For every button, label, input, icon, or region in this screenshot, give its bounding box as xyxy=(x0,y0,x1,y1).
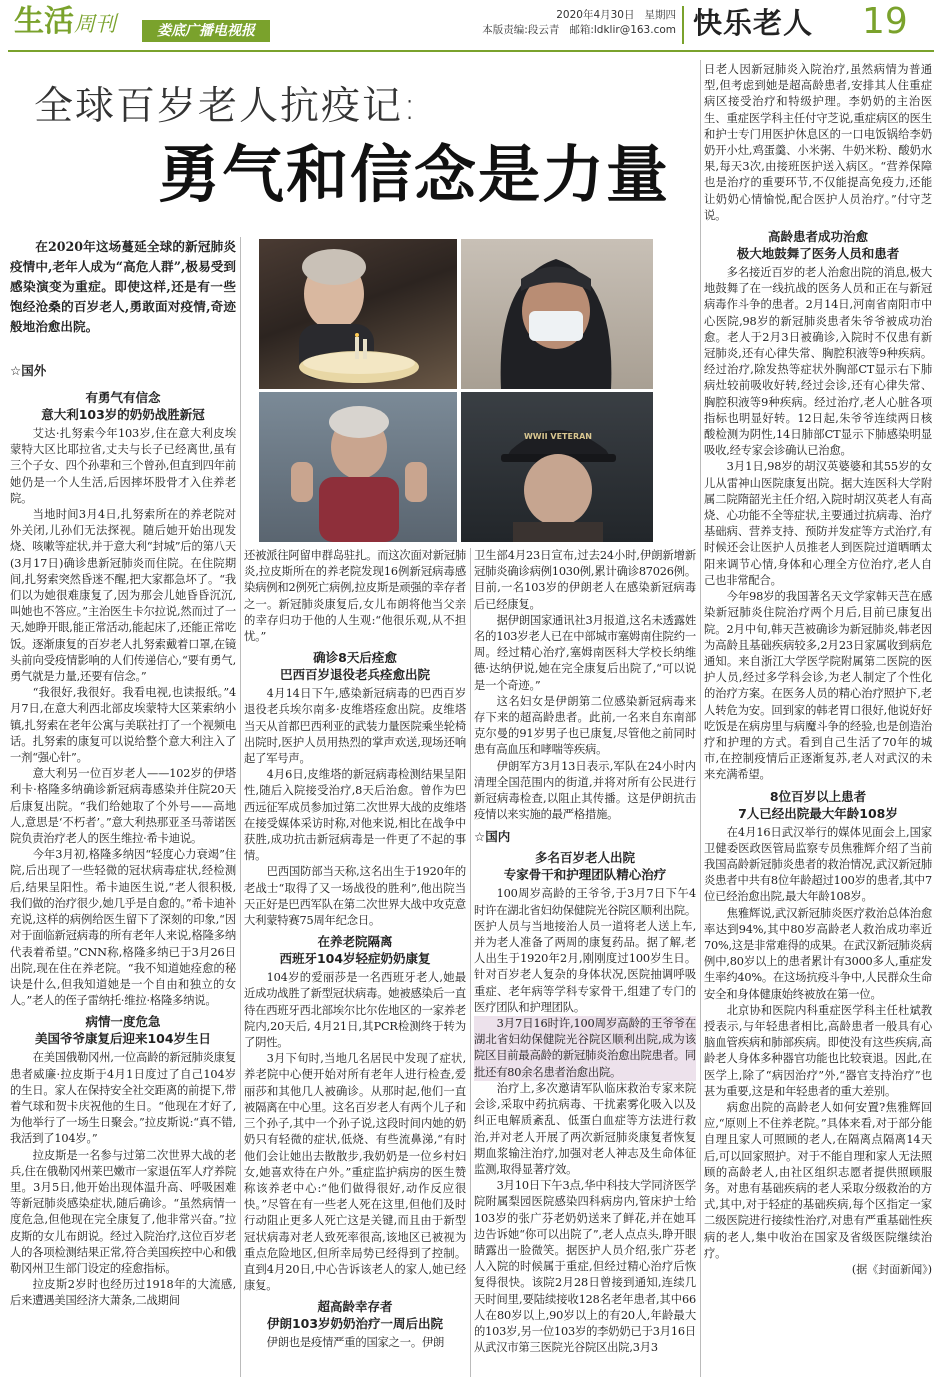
article-7-p1: 多名接近百岁的老人治愈出院的消息,极大地鼓舞了在一线抗战的医务人员和正在与新冠病毒作斗争的患者。2月14日,河南省南阳市中心医院,98岁的新冠肺炎患者朱爷爷被成功治愈。老人于2月3日被确诊,入院时不仅患有新冠肺炎,还有心律失常、胸腔积液等9种疾病。经过治疗,除发热等症状外胸部CT显示右下肺病灶较前吸收好转,经过会诊,还有心律失常、胸腔积液等9种疾病。经过治疗,老人心脏各项指标也明显好转。12日起,朱爷爷连续两日核酸检测为阴性,14日肺部CT显示下肺感染明显吸收,经专家会诊确认已治愈。 xyxy=(704,266,932,458)
column-rule-2 xyxy=(470,548,471,1377)
article-5-p5: 伊朗军方3月13日表示,军队在24小时内清理全国范围内的街道,并将对所有公民进行新冠病毒检查,以阻止其传播。这是伊朗抗击疫情以来实施的最严格措施。 xyxy=(474,759,696,822)
masthead-divider xyxy=(682,6,684,44)
intro-paragraph: 在2020年这场蔓延全球的新冠肺炎疫情中,老年人成为“高危人群”,极易受到感染演变为重症。即使这样,还是有一些饱经沧桑的百岁老人,勇敢面对疫情,奇迹般地治愈出院。 xyxy=(10,239,236,334)
email: 邮箱:ldklir@163.com xyxy=(569,24,676,36)
article-3-headline: 确诊8天后痊愈 巴西百岁退役老兵痊愈出院 xyxy=(279,650,430,683)
masthead xyxy=(0,0,942,56)
article-8-p2: 焦雅辉说,武汉新冠肺炎医疗救治总体治愈率达到94%,其中80岁高龄老人救治成功率近70%,这是非常难得的成果。在武汉新冠肺炎病例中,80岁以上的患者累计有3000多人,重症发生率约40%。在这场抗疫斗争中,人民群众生命安全和身体健康始终被放在第一位。 xyxy=(704,906,932,1001)
article-5-p1: 伊朗也是疫情严重的国家之一。伊朗 xyxy=(266,1336,445,1350)
photo-spanish-grandma xyxy=(259,392,457,542)
article-1-headline: 有勇气有信念 意大利103岁的奶奶战胜新冠 xyxy=(41,390,205,422)
column-1 xyxy=(10,357,236,1310)
article-8-headline: 8位百岁以上患者 7人已经出院最大年龄108岁 xyxy=(738,788,898,821)
article-5-p4: 这名妇女是伊朗第二位感染新冠病毒来存下来的超高龄患者。此前,一名来自东南部克尔曼的91岁男子也已康复,尽管他之前同时患有高血压和哮喘等疾病。 xyxy=(474,694,696,757)
issue-info xyxy=(470,8,676,38)
article-1-p1: 艾达·扎努索今年103岁,住在意大利皮埃蒙特大区比耶拉省,丈夫与长子已经离世,虽有三个子女、四个孙辈和三个曾孙,但直到四年前她仍是一个人生活,后因摔坏股骨才入住养老院。 xyxy=(10,427,236,505)
source-credit: (据《封面新闻》) xyxy=(851,1263,932,1277)
brand-logo xyxy=(14,4,116,42)
photo-italian-grandma-art xyxy=(259,239,457,389)
article-7-p2: 3月1日,98岁的胡汉英婆婆和其55岁的女儿从雷神山医院康复出院。据大连医科大学附属二院隋韶光主任介绍,入院时胡汉英老人有高烧、心功能不全等症状,主要通过抗病毒、治疗基础病、营养支持、预防并发症等方式治疗,有时候还会让医护人员推老人到医院过道晒晒太阳来调节心情,身体和心理全方位治疗,老人自己也非常配合。 xyxy=(704,460,932,587)
column-2 xyxy=(244,548,466,1352)
section-foreign: ☆国外 xyxy=(10,363,47,378)
article-4-p2: 3月下旬时,当地几名居民中发现了症状,养老院中心便开始对所有老年人进行检查,爱丽莎和其他几人被确诊。从那时起,他们一直被隔离在中心里。这名百岁老人有两个儿子和三个孙子,其中一个孙子说,这段时间内她的奶奶只有轻微的症状,低烧、有些流鼻涕,“有时他们会让她出去散散步,我奶奶是一位乡村妇女,她喜欢待在户外。”重症监护病房的医生赞称该养老中心:“他们做得很好,动作反应很快。”尽管在有一些老人死在这里,但他们及时行动阻止更多人死亡这是关键,而且由于新型冠状病毒对老人致死率很高,该地区已被视为重点危险地区,但所幸局势已经得到了控制。直到4月20日,中心告诉该老人的家人,她已经康复。 xyxy=(244,1052,466,1293)
article-7-headline: 高龄患者成功治愈 极大地鼓舞了医务人员和患者 xyxy=(736,229,900,262)
page-number: 19 xyxy=(862,1,908,42)
article-2-p1: 在美国俄勒冈州,一位高龄的新冠肺炎康复患者威廉·拉皮斯于4月1日度过了自己104岁的生日。家人在保持安全社交距离的前提下,带着气球和贺卡庆祝他的生日。“他现在才好了,为他举行了一场生日聚会。”拉皮斯说:“真不错,我活到了104岁。” xyxy=(10,1051,236,1146)
column-rule-3 xyxy=(700,60,701,1377)
photo-us-veteran xyxy=(461,392,653,542)
article-6-headline: 多名百岁老人出院 专家骨干和护理团队精心治疗 xyxy=(503,850,667,883)
article-6-p5: 日老人因新冠肺炎入院治疗,虽然病情为普通型,但考虑到她是超高龄患者,安排其人住重症病区接受治疗和特级护理。李奶奶的主治医生、重症医学科主任付守芝说,重症病区的医生和护士专门用医护休息区的一口电饭锅给李奶奶开小灶,鸡蛋羹、小米粥、牛奶米粉、酸奶水果,每天3次,由接班医护送入病区。“营养保障也是治疗的重要环节,不仅能提高免疫力,还能让奶奶心情愉悦,配合医护人员治疗。”付守芝说。 xyxy=(704,63,932,222)
article-1-p2: 当地时间3月4日,扎努索所在的养老院对外关闭,儿孙们无法探视。随后她开始出现发烧、咳嗽等症状,并于意大利“封城”后的第八天(3月17日)确诊患新冠肺炎而住院。在住院期间,扎努索突然昏迷不醒,把大家都急坏了。“我们以为她很难康复了,因为那会儿她昏昏沉沉,叫她也不答应。”主治医生卡尔拉说,然而过了一天,她睁开眼,能正常活动,能起床了,还能正常吃饭。逐渐康复的百岁老人扎努索戴着口罩,在镜头前向受疫情影响的人们传递信心,“要有勇气,勇气就是力量,还要有信念。” xyxy=(10,508,236,684)
photo-us-veteran-art xyxy=(461,392,653,542)
article-4-headline: 在养老院隔离 西班牙104岁轻症奶奶康复 xyxy=(279,934,431,967)
article-2-p2: 拉皮斯是一名参与过第二次世界大战的老兵,住在俄勒冈州莱巴嫩市一家退伍军人疗养院里。3月5日,他开始出现体温升高、呼吸困难等新冠肺炎感染症状,随后确诊。“虽然病情一度危急,但他现在完全康复了,他非常兴奋。”拉皮斯的女儿布朗说。经过入院治疗,这位百岁老人的各项检测结果正常,符合美国疾控中心和俄勒冈州卫生部门设定的痊愈指标。 xyxy=(10,1148,236,1275)
article-7-p3: 今年98岁的我国著名天文学家韩天芑在感染新冠肺炎住院治疗两个月后,目前已康复出院。2月中旬,韩天芑被确诊为新冠肺炎,韩老因为高龄且基础疾病较多,2月23日家属收到病危通知。来自浙江大学医学院附属第二医院的医护人员,经过多学科会诊,为老人制定了个性化的治疗方案。在医务人员的精心治疗照护下,老人转危为安。回到家的韩老胃口很好,他说好好吃饭是在病房里与病魔斗争的经验,也是创造治疗和护理的方式。看到自己生活了70年的城市,在控制疫情后正逐渐复苏,老人对武汉的未来充满希望。 xyxy=(704,590,932,782)
article-1-p3: “我很好,我很好。我看电视,也读报纸。”4月7日,在意大利西北部皮埃蒙特大区莱索纳小镇,扎努索在老年公寓与美联社打了一个视频电话。扎努索的康复可以说给整个意大利注入了一剂“强心针”。 xyxy=(10,686,236,765)
column-3 xyxy=(474,548,696,1356)
article-3-p2: 4月6日,皮维塔的新冠病毒检测结果呈阳性,随后入院接受治疗,8天后治愈。曾作为巴西远征军成员参加过第二次世界大战的皮维塔在接受媒体采访时称,对他来说,相比在战争中获胜,成功抗击新冠病毒是一件更了不起的事情。 xyxy=(244,768,466,863)
article-3-p3: 巴西国防部当天称,这名出生于1920年的老战士“取得了又一场战役的胜利”,他出院当天正好是巴西军队在第二次世界大战中攻克意大利蒙特赛75周年纪念日。 xyxy=(244,865,466,928)
article-8-p3: 北京协和医院内科重症医学科主任杜斌教授表示,与年轻患者相比,高龄患者一般具有心脑血管疾病和肺部疾病。即使没有这些疾病,高龄老人身体多种器官功能也比较衰退。因此,在医学上,除了“病因治疗”外,“器官支持治疗”也甚为重要,这是和年轻患者的重大差别。 xyxy=(704,1003,932,1098)
article-6-p1: 100周岁高龄的王爷爷,于3月7日下午4时许在湖北省妇幼保健院光谷院区顺利出院。医护人员与当地接治人员一道将老人送上车,并为老人准备了两周的康复药品。据了解,老人出生于1920年2月,刚刚度过100岁生日。针对百岁老人复杂的身体状况,医院抽调呼吸重症、老年病等学科专家骨干,组建了专门的医疗团队和护理团队。 xyxy=(474,887,696,1014)
section-title: 快乐老人 xyxy=(693,6,814,40)
photo-iranian-grandma xyxy=(461,239,653,389)
headline-title: 勇气和信念是力量 xyxy=(158,138,671,211)
photo-iranian-grandma-art xyxy=(461,239,653,389)
article-6-p2: 3月7日16时许,100周岁高龄的王爷爷在湖北省妇幼保健院光谷院区顺利出院,成为该院区目前最高龄的新冠肺炎治愈出院患者。同批还有80余名患者治愈出院。 xyxy=(474,1016,696,1081)
article-2-p3: 拉皮斯2岁时也经历过1918年的大流感,后来遭遇美国经济大萧条,二战期间 xyxy=(10,1278,236,1308)
article-2-headline: 病情一度危急 美国爷爷康复后迎来104岁生日 xyxy=(34,1014,212,1047)
article-8-p1: 在4月16日武汉举行的媒体见面会上,国家卫健委医政医管局监察专员焦雅辉介绍了当前我国高龄新冠肺炎患者的救治情况,武汉新冠肺炎患者中共有8位年龄超过100岁的患者,其中7位已经治愈出院,最大年龄108岁。 xyxy=(704,825,932,904)
article-5-p2: 卫生部4月23日宣布,过去24小时,伊朗新增新冠肺炎确诊病例1030例,累计确诊87026例。目前,一名103岁的伊朗老人在感染新冠病毒后已经康复。 xyxy=(474,549,696,611)
editor: 本版责编:段云青 xyxy=(482,24,560,36)
paper-name: 娄底广播电视报 xyxy=(142,20,270,42)
issue-weekday: 星期四 xyxy=(644,9,676,21)
article-5-p3: 据伊朗国家通讯社3月报道,这名未透露姓名的103岁老人已在中部城市塞姆南住院约一周。经过精心治疗,塞姆南医科大学校长纳维德·达纳伊说,她在完全康复后出院了,“可以说是一个奇迹。” xyxy=(474,613,696,692)
photo-italian-grandma xyxy=(259,239,457,389)
article-3-p1: 4月14日下午,感染新冠病毒的巴西百岁退役老兵埃尔南多·皮维塔痊愈出院。皮维塔当天从首都巴西利亚的武装力量医院乘坐轮椅出院时,医护人员用热烈的掌声欢送,现场还响起了军号声。 xyxy=(244,687,466,766)
column-rule-1 xyxy=(240,237,241,1377)
masthead-rule xyxy=(8,50,934,52)
article-8-p4: 病愈出院的高龄老人如何安置?焦雅辉回应,“原则上不住养老院。”具体来看,对于部分能自理且家人可照顾的老人,在隔离点隔离14天后,可以回家照护。对于不能自理和家人无法照顾的高龄老人,由社区组织志愿者提供照顾服务。对患有基础疾病的老人采取分级救治的方式,其中,对于轻症的基础疾病,每个区指定一家二级医院进行接续性治疗,对患有严重基础性疾病的老人,集中收治在国家及省级医院继续治疗。 xyxy=(704,1100,932,1260)
intro-lead xyxy=(10,237,236,337)
photo-spanish-grandma-art xyxy=(259,392,457,542)
article-4-p1: 104岁的爱丽莎是一名西班牙老人,她最近成功战胜了新型冠状病毒。她被感染后一直待在西班牙西北部埃尔比尔佐地区的一家养老院内,20天后, 4月21日,其PCR检测终于转为了阴性。 xyxy=(244,971,466,1050)
article-5-headline: 超高龄幸存者 伊朗103岁奶奶治疗一周后出院 xyxy=(266,1299,444,1332)
section-domestic: ☆国内 xyxy=(474,829,511,845)
article-6-p4: 3月10日下午3点,华中科技大学同济医学院附属梨园医院感染四科病房内,管床护士给103岁的张广芬老奶奶送来了鲜花,并在她耳边告诉她“你可以出院了”,老人点点头,睁开眼睛露出一脸微笑。据医护人员介绍,张广芬老人入院的时候属于重症,但经过精心治疗后恢复得很快。该院2月28日曾接到通知,连续几天时间里,要陆续接收128名老年患者,其中66人在80岁以上,90岁以上的有20人,年龄最大的103岁,另一位103岁的李奶奶已于3月16日从武汉市第三医院光谷院区出院,3月3 xyxy=(474,1179,696,1355)
column-4 xyxy=(704,62,932,1278)
article-1-p5: 今年3月初,格隆多纳因“轻度心力衰竭”住院,后出现了一些轻微的冠状病毒症状,经检测后,结果呈阳性。希卡迪医生说,“老人很积极,我们做的治疗很少,她几乎是自愈的。”希卡迪补充说,这样的病例给医生留下了深刻的印象,“因对于面临新冠病毒的所有老年人来说,格隆多纳代表着希望。”CNN称,格隆多纳已于3月26日出院,现在住在养老院。“我不知道她痊愈的秘诀是什么,但我知道她是一个自由和独立的女人。”老人的侄子雷纳托·维拉·格隆多纳说。 xyxy=(10,848,236,1008)
brand-sub: 周刊 xyxy=(74,12,116,36)
veteran-cap-text: WWII VETERAN xyxy=(523,432,592,441)
article-6-p3: 治疗上,多次邀请军队临床救治专家来院会诊,采取中药抗病毒、干扰素雾化吸入以及纠正电解质紊乱、低蛋白血症等方法进行救治,并对老人开展了两次新冠肺炎康复者恢复期血浆输注治疗,加强对老人神志及生命体征监测,取得显著疗效。 xyxy=(474,1081,696,1176)
brand-text: 生活 xyxy=(14,4,74,39)
article-1-p4: 意大利另一位百岁老人——102岁的伊塔利卡·格隆多纳确诊新冠病毒感染并住院20天后康复出院。“我们给她取了个外号——高地人,意思是‘不朽者’。”意大利热那亚圣马蒂诺医院负责治疗老人的医生维拉·希卡迪说。 xyxy=(10,767,236,846)
headline-kicker: 全球百岁老人抗疫记: xyxy=(34,84,419,129)
article-2-p4: 还被派往阿留申群岛驻扎。而这次面对新冠肺炎,拉皮斯所在的养老院发现16例新冠病毒感染病例和2例死亡病例,拉皮斯是顽强的幸存者之一。新冠肺炎康复后,女儿布朗将他当父亲的幸存归功于他的人生观:“他很乐观,从不担忧。” xyxy=(244,549,466,644)
issue-date: 2020年4月30日 xyxy=(556,9,635,21)
